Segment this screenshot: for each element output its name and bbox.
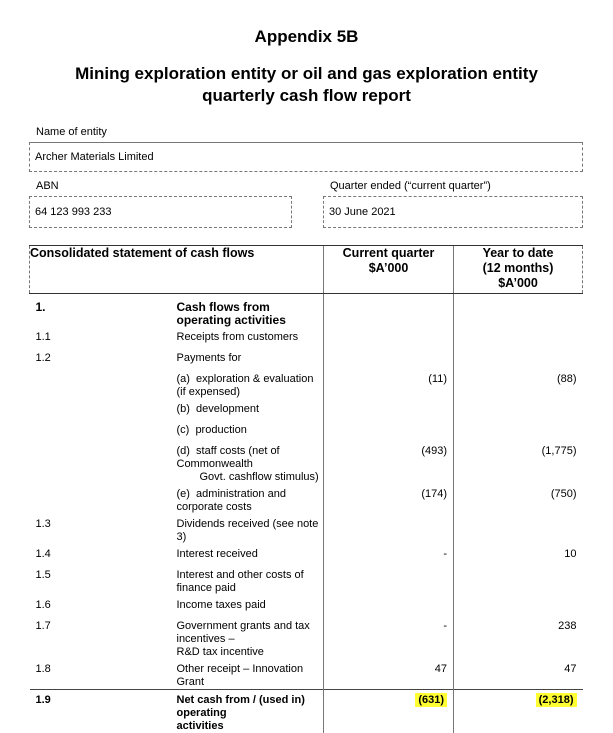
row-ytd-value <box>454 327 583 348</box>
row-ytd-value <box>454 514 583 544</box>
row-number: 1. <box>30 294 177 328</box>
table-row <box>30 565 583 595</box>
col-current-quarter-header <box>324 246 454 294</box>
row-ytd-value <box>454 399 583 420</box>
table-row <box>30 369 583 399</box>
row-ytd-value <box>454 690 583 733</box>
row-current-value <box>324 595 454 616</box>
table-row <box>30 659 583 690</box>
col-ytd-line2: (12 months) <box>454 261 582 276</box>
table-row <box>30 544 583 565</box>
col-current-line2: $A’000 <box>324 261 453 276</box>
row-number: 1.6 <box>30 595 177 616</box>
row-number: 1.7 <box>30 616 177 659</box>
table-row <box>30 616 583 659</box>
row-current-value <box>324 348 454 369</box>
row-ytd-value <box>454 420 583 441</box>
row-ytd-value: (88) <box>454 369 583 399</box>
row-number <box>30 484 177 514</box>
table-row <box>30 327 583 348</box>
row-current-value <box>324 327 454 348</box>
row-ytd-value: (750) <box>454 484 583 514</box>
row-number: 1.9 <box>30 690 177 733</box>
row-label: Payments for <box>177 348 324 369</box>
table-header-row <box>30 246 583 294</box>
row-number: 1.5 <box>30 565 177 595</box>
row-number: 1.1 <box>30 327 177 348</box>
table-row <box>30 514 583 544</box>
row-label <box>177 690 324 733</box>
entity-name-label: Name of entity <box>36 126 107 138</box>
row-label-line2: activities <box>177 720 324 733</box>
row-ytd-value <box>454 294 583 328</box>
row-ytd-value: (1,775) <box>454 441 583 484</box>
abn-value: 64 123 993 233 <box>35 206 111 218</box>
subtitle-line-2: quarterly cash flow report <box>0 85 613 107</box>
table-row <box>30 420 583 441</box>
table-row <box>30 399 583 420</box>
col-ytd-line3: $A’000 <box>454 276 582 291</box>
entity-name-value: Archer Materials Limited <box>35 151 154 163</box>
row-label: Cash flows from operating activities <box>177 294 324 328</box>
table-heading: Consolidated statement of cash flows <box>30 246 324 294</box>
row-number: 1.4 <box>30 544 177 565</box>
row-current-value: 47 <box>324 659 454 690</box>
row-ytd-value <box>454 595 583 616</box>
row-number: 1.2 <box>30 348 177 369</box>
row-current-value: - <box>324 616 454 659</box>
table-row-total <box>30 690 583 733</box>
row-ytd-value <box>454 565 583 595</box>
abn-field <box>29 196 292 228</box>
row-current-value: (11) <box>324 369 454 399</box>
row-label: Income taxes paid <box>177 595 324 616</box>
row-current-value <box>324 690 454 733</box>
row-label: Other receipt – Innovation Grant <box>177 659 324 690</box>
quarter-value: 30 June 2021 <box>329 206 396 218</box>
report-subtitle <box>0 63 613 107</box>
row-ytd-value: 47 <box>454 659 583 690</box>
row-label: Interest and other costs of finance paid <box>177 565 324 595</box>
row-number <box>30 399 177 420</box>
row-number <box>30 420 177 441</box>
table-row <box>30 294 583 328</box>
row-label <box>177 616 324 659</box>
highlighted-value: (631) <box>415 693 447 707</box>
row-current-value: (174) <box>324 484 454 514</box>
row-label: (e) administration and corporate costs <box>177 484 324 514</box>
table-row <box>30 348 583 369</box>
row-label: (b) development <box>177 399 324 420</box>
row-current-value: (493) <box>324 441 454 484</box>
row-current-value <box>324 514 454 544</box>
subtitle-line-1: Mining exploration entity or oil and gas exploration entity <box>0 63 613 85</box>
quarter-label: Quarter ended (“current quarter”) <box>330 180 491 192</box>
row-number <box>30 441 177 484</box>
cash-flow-table <box>29 245 583 733</box>
row-label-line1: Government grants and tax incentives – <box>177 620 324 646</box>
row-label-line1: Net cash from / (used in) operating <box>177 694 324 720</box>
row-label: Dividends received (see note 3) <box>177 514 324 544</box>
col-ytd-header <box>454 246 583 294</box>
row-number: 1.3 <box>30 514 177 544</box>
quarter-field <box>323 196 583 228</box>
row-current-value <box>324 420 454 441</box>
row-number: 1.8 <box>30 659 177 690</box>
table-row <box>30 484 583 514</box>
row-label <box>177 441 324 484</box>
row-number <box>30 369 177 399</box>
row-label: (c) production <box>177 420 324 441</box>
page-title: Appendix 5B <box>0 27 613 47</box>
row-label-line1: (d) staff costs (net of Commonwealth <box>177 445 324 471</box>
abn-label: ABN <box>36 180 59 192</box>
row-label: (a) exploration & evaluation (if expensed) <box>177 369 324 399</box>
row-label: Interest received <box>177 544 324 565</box>
entity-name-field <box>29 142 583 172</box>
row-current-value <box>324 565 454 595</box>
row-current-value <box>324 399 454 420</box>
row-ytd-value: 238 <box>454 616 583 659</box>
row-current-value <box>324 294 454 328</box>
highlighted-value: (2,318) <box>536 693 577 707</box>
row-label: Receipts from customers <box>177 327 324 348</box>
row-label-line2: R&D tax incentive <box>177 646 324 659</box>
row-ytd-value: 10 <box>454 544 583 565</box>
row-current-value: - <box>324 544 454 565</box>
table-row <box>30 441 583 484</box>
row-ytd-value <box>454 348 583 369</box>
table-row <box>30 595 583 616</box>
col-ytd-line1: Year to date <box>454 246 582 261</box>
col-current-line1: Current quarter <box>324 246 453 261</box>
row-label-line2: Govt. cashflow stimulus) <box>177 471 324 484</box>
